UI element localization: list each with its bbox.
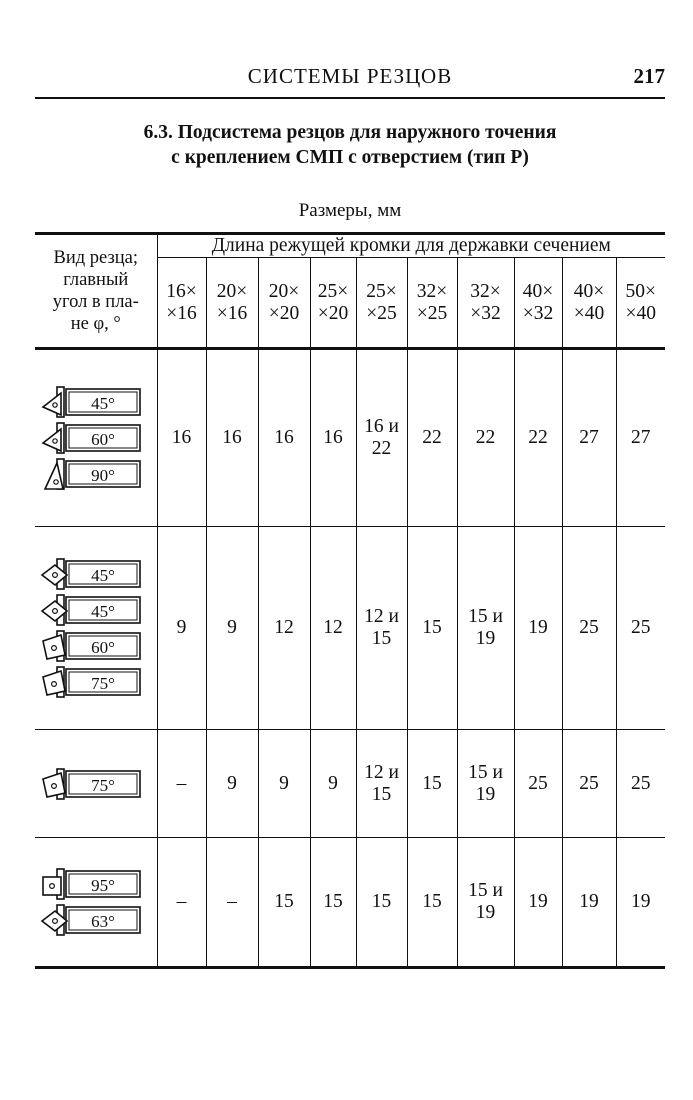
value-cell [206, 730, 258, 838]
value-line: 19 [631, 891, 651, 912]
cutter-type-cell [35, 730, 157, 838]
value-line: 12 [274, 617, 294, 638]
value-cell [407, 527, 457, 730]
section-header-cell [310, 258, 356, 349]
cutter-icon [39, 629, 145, 663]
section-header-line: ×20 [317, 302, 349, 324]
value-line: 9 [176, 617, 187, 638]
stub-header-line: главный [63, 270, 129, 290]
section-header-line: 20× [268, 280, 300, 302]
value-cell [206, 838, 258, 968]
section-header-line: ×40 [625, 302, 657, 324]
table-row [35, 730, 665, 838]
stub-header [35, 234, 157, 349]
cutter-figure [39, 385, 157, 419]
value-cell [157, 527, 206, 730]
value-cell [157, 838, 206, 968]
section-title-line-2: с креплением СМП с отверстием (тип Р) [171, 147, 529, 168]
value-cell [356, 838, 407, 968]
section-header-line: 40× [522, 280, 554, 302]
angle-label: 60° [91, 638, 115, 657]
section-title [35, 120, 665, 170]
value-line: 16 [323, 427, 343, 448]
value-line: 19 [528, 617, 548, 638]
cutter-type-cell [35, 838, 157, 968]
angle-label: 63° [91, 912, 115, 931]
section-header-line: ×40 [573, 302, 605, 324]
value-line: 15 [274, 891, 294, 912]
cutter-figure [39, 903, 157, 937]
angle-label: 90° [91, 466, 115, 485]
value-line: 22 [475, 427, 496, 448]
cutter-icon [39, 421, 145, 455]
section-header-line: ×25 [416, 302, 448, 324]
section-header-line: 40× [573, 280, 605, 302]
value-line: – [176, 891, 187, 912]
cutter-figure [39, 593, 157, 627]
value-line: 27 [631, 427, 651, 448]
running-title: СИСТЕМЫ РЕЗЦОВ [247, 64, 453, 88]
value-line: 15 и [468, 880, 503, 901]
value-line: 25 [528, 772, 548, 794]
value-line: 15 [422, 772, 442, 794]
cutter-figure [39, 867, 157, 901]
value-cell [514, 349, 562, 527]
value-line: 19 [528, 891, 548, 912]
cutter-figure [39, 665, 157, 699]
value-cell [407, 349, 457, 527]
value-line: 12 и [364, 606, 399, 627]
angle-label: 45° [91, 394, 115, 413]
value-line: 9 [279, 772, 289, 794]
value-cell [562, 349, 616, 527]
section-header-cell [157, 258, 206, 349]
cutter-type-cell [35, 349, 157, 527]
value-line: 22 [371, 438, 392, 459]
header-row-group [35, 234, 665, 258]
cutter-type-cell [35, 527, 157, 730]
section-header-cell [258, 258, 310, 349]
value-line: 15 [323, 891, 343, 912]
section-header-line: 32× [470, 280, 501, 302]
angle-label: 45° [91, 602, 115, 621]
cutter-icon [39, 903, 145, 937]
angle-label: 60° [91, 430, 115, 449]
cutter-table [35, 232, 665, 969]
value-cell [206, 527, 258, 730]
table-row [35, 527, 665, 730]
value-cell [616, 349, 665, 527]
value-line: 15 и [468, 606, 503, 627]
angle-label: 95° [91, 876, 115, 895]
section-header-line: 50× [625, 280, 657, 302]
value-cell [514, 527, 562, 730]
section-header-line: 20× [216, 280, 248, 302]
section-header-cell [562, 258, 616, 349]
section-header-line: ×32 [522, 302, 554, 324]
section-header-line: ×32 [470, 302, 501, 324]
section-header-line: ×16 [166, 302, 197, 324]
value-line: 9 [227, 617, 237, 638]
cutter-icon [39, 457, 145, 491]
value-cell [616, 838, 665, 968]
value-cell [157, 730, 206, 838]
running-head [35, 62, 665, 92]
value-cell [562, 527, 616, 730]
value-line: 15 [371, 891, 392, 912]
value-cell [514, 838, 562, 968]
value-line: 16 [171, 427, 192, 448]
stub-header-line: угол в пла- [52, 292, 139, 312]
cutter-icon [39, 385, 145, 419]
value-line: – [176, 772, 187, 794]
section-header-cell [407, 258, 457, 349]
value-line: 19 [579, 891, 599, 912]
value-line: 27 [579, 427, 599, 448]
cutter-icon [39, 867, 145, 901]
value-line: 15 [371, 628, 392, 649]
cutter-figure [39, 457, 157, 491]
value-line: 22 [422, 427, 442, 448]
value-cell [310, 349, 356, 527]
value-cell [514, 730, 562, 838]
cutter-icon [39, 665, 145, 699]
value-line: 19 [475, 783, 496, 805]
value-line: 15 [422, 891, 442, 912]
section-header-line: ×16 [216, 302, 248, 324]
value-cell [258, 730, 310, 838]
value-line: 25 [579, 617, 599, 638]
section-header-cell [616, 258, 665, 349]
section-header-line: 32× [416, 280, 448, 302]
value-line: 25 [631, 617, 651, 638]
cutter-icon [39, 557, 145, 591]
value-line: 16 и [364, 416, 399, 437]
value-cell [407, 730, 457, 838]
angle-label: 75° [91, 775, 115, 795]
cutter-figure [39, 767, 157, 801]
value-cell [457, 349, 514, 527]
section-header-line: 25× [317, 280, 349, 302]
value-cell [356, 527, 407, 730]
value-line: 9 [227, 772, 237, 794]
value-cell [457, 527, 514, 730]
cutter-figure [39, 557, 157, 591]
value-line: 15 [422, 617, 442, 638]
value-line: 25 [631, 772, 651, 794]
value-cell [310, 838, 356, 968]
value-cell [310, 527, 356, 730]
value-cell [562, 838, 616, 968]
stub-header-line: не φ, ° [70, 314, 121, 334]
value-line: 15 и [468, 761, 503, 783]
units-caption: Размеры, мм [298, 200, 402, 221]
section-header-cell [356, 258, 407, 349]
header-rule [35, 97, 665, 99]
value-cell [310, 730, 356, 838]
cutter-icon [39, 767, 145, 801]
value-line: – [227, 891, 237, 912]
cutter-figure [39, 421, 157, 455]
value-line: 12 [323, 617, 343, 638]
value-line: 19 [475, 628, 496, 649]
value-cell [407, 838, 457, 968]
value-cell [356, 349, 407, 527]
section-header-line: 16× [166, 280, 197, 302]
value-line: 25 [579, 772, 599, 794]
angle-label: 75° [91, 674, 115, 693]
section-header-cell [457, 258, 514, 349]
value-cell [258, 527, 310, 730]
cutter-figure [39, 629, 157, 663]
value-cell [616, 730, 665, 838]
section-header-line: ×25 [366, 302, 397, 324]
section-header-line: 25× [366, 280, 397, 302]
value-line: 22 [528, 427, 548, 448]
section-title-line-1: 6.3. Подсистема резцов для наружного точения [143, 122, 557, 143]
section-header-line: ×20 [268, 302, 300, 324]
value-line: 19 [475, 902, 496, 923]
table-row [35, 349, 665, 527]
stub-header-line: Вид резца; [53, 248, 139, 268]
cutter-icon [39, 593, 145, 627]
value-cell [258, 838, 310, 968]
value-line: 12 и [364, 761, 399, 783]
section-header-cell [514, 258, 562, 349]
group-header: Длина режущей кромки для державки сечением [157, 234, 665, 258]
value-line: 16 [274, 427, 294, 448]
page-number: 217 [633, 64, 665, 88]
value-cell [206, 349, 258, 527]
value-line: 16 [222, 427, 242, 448]
value-line: 9 [328, 772, 338, 794]
value-cell [157, 349, 206, 527]
value-cell [356, 730, 407, 838]
value-cell [616, 527, 665, 730]
value-cell [457, 838, 514, 968]
value-line: 15 [371, 783, 392, 805]
section-header-cell [206, 258, 258, 349]
value-cell [457, 730, 514, 838]
table-row [35, 838, 665, 968]
value-cell [258, 349, 310, 527]
value-cell [562, 730, 616, 838]
angle-label: 45° [91, 566, 115, 585]
